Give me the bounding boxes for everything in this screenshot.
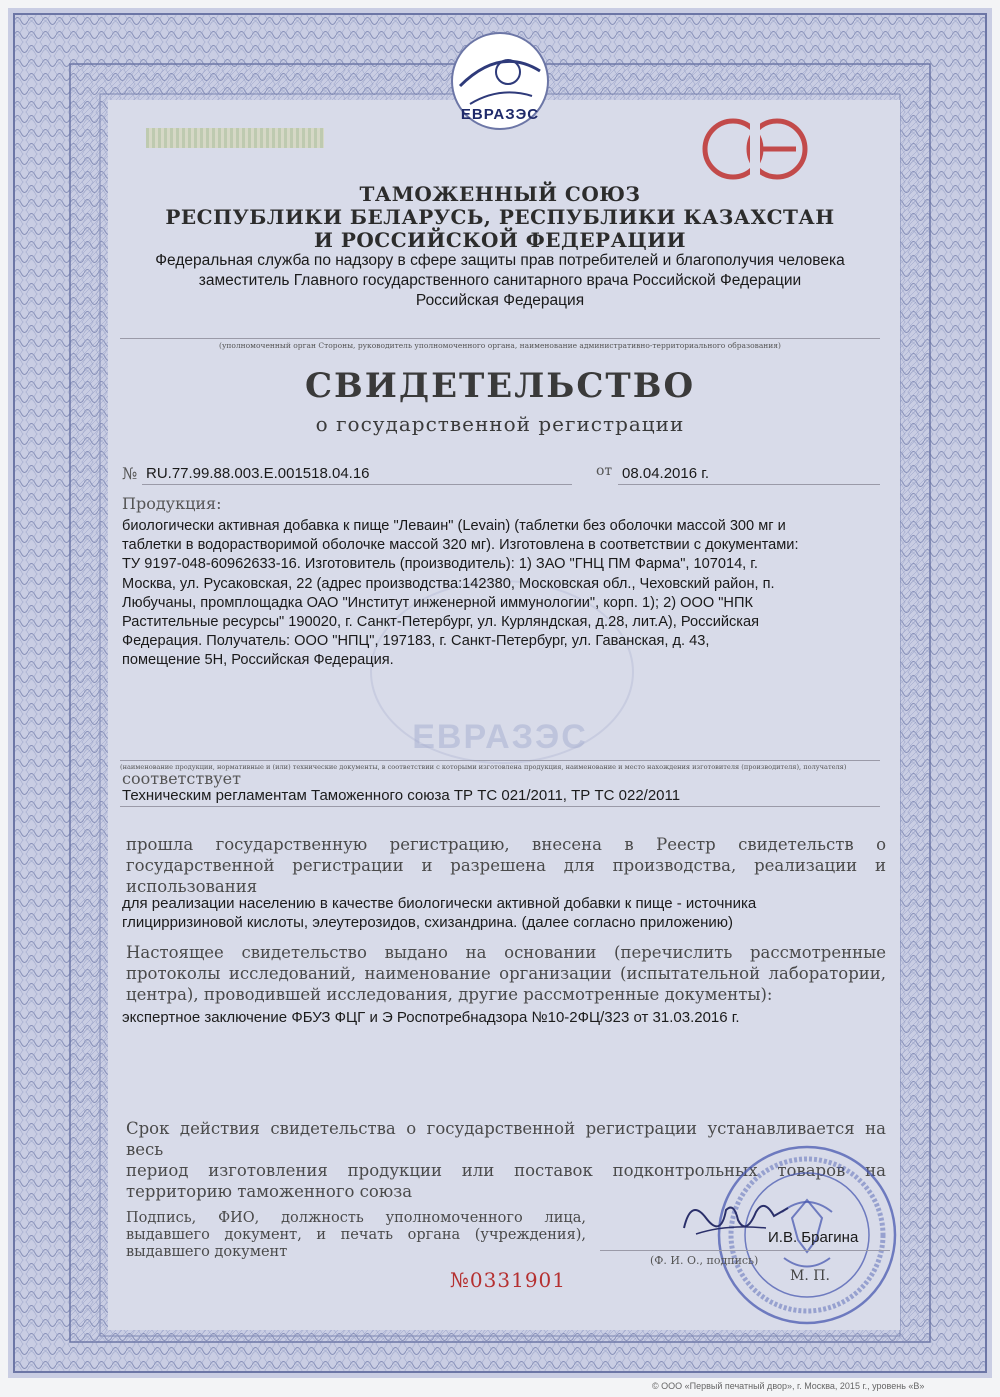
registration-number: RU.77.99.88.003.Е.001518.04.16 [146,465,370,482]
product-line: Москва, ул. Русаковская, 22 (адрес производства:142380, Московская обл., Чеховский район, п. [122,575,775,592]
registered-text [126,834,886,897]
signature-rule [600,1250,890,1251]
basis-value: экспертное заключение ФБУЗ ФЦГ и Э Роспотребнадзора №10-2ФЦ/323 от 31.03.2016 г. [122,1009,740,1026]
serial-number: №0331901 [450,1268,566,1292]
seal-place-label: М. П. [790,1268,830,1284]
basis-line: Настоящее свидетельство выдано на основании (перечислить рассмотренные [126,943,886,962]
product-line: Федерация. Получатель: ООО "НПЦ", 197183, г. Санкт-Петербург, ул. Гаванская, д. 43, [122,633,710,650]
header-line-1: ТАМОЖЕННЫЙ СОЮЗ [359,182,641,206]
validity-line: период изготовления продукции или поставок подконтрольных товаров на [126,1161,886,1180]
registered-line: использования [126,877,258,896]
product-line: Любучаны, промплощадка ОАО "Институт инженерной иммунологии", корп. 1); 2) ООО "НПК [122,594,753,611]
eurasec-logo-icon [430,26,570,146]
product-line: биологически активная добавка к пище "Леваин" (Levain) (таблетки без оболочки массой 300 мг и [122,518,786,534]
authority-rule [120,338,880,339]
printer-imprint: © ООО «Первый печатный двор», г. Москва, 2015 г., уровень «В» [652,1381,925,1391]
signature-caption: (Ф. И. О., подпись) [650,1254,759,1267]
basis-text [126,942,886,1005]
product-line: таблетки в водорастворимой оболочке массой 320 мг). Изготовлена в соответствии с документами: [122,537,799,554]
eurasec-logo [430,26,570,146]
header-line-2: РЕСПУБЛИКИ БЕЛАРУСЬ, РЕСПУБЛИКИ КАЗАХСТАН [165,205,835,229]
product-line: ТУ 9197-048-60962633-16. Изготовитель (производитель): 1) ЗАО "ГНЦ ПМ Фарма", 107014, г. [122,556,758,573]
product-line: Растительные ресурсы" 190020, г. Санкт-Петербург, ул. Курляндская, д.28, лит.А), Российская [122,614,760,631]
date-rule [618,484,880,485]
registered-line: государственной регистрации и разрешена для производства, реализации и [126,856,886,875]
authority-line-3: Российская Федерация [415,292,585,309]
basis-line: центра), проводившей исследования, другие рассмотренные документы): [126,985,773,1004]
date-label: от [596,463,613,479]
signature-line: Подпись, ФИО, должность уполномоченного лица, [126,1210,586,1226]
product-line: помещение 5Н, Российская Федерация. [122,652,394,669]
signatory-name: И.В. Брагина [768,1229,859,1246]
authority-caption: (уполномоченный орган Стороны, руководитель уполномоченного органа, наименование административно-территориального образования) [219,341,781,350]
conformity-mark-icon [700,116,810,182]
header-line-3: И РОССИЙСКОЙ ФЕДЕРАЦИИ [313,228,687,252]
authority-line-1: Федеральная служба по надзору в сфере защиты прав потребителей и благополучия человека [155,252,845,269]
validity-line: территорию таможенного союза [126,1182,413,1201]
registered-line: прошла государственную регистрацию, внесена в Реестр свидетельств о [126,835,886,854]
registration-date: 08.04.2016 г. [622,465,710,482]
basis-line: протоколы исследований, наименование организации (испытательной лаборатории, [126,964,886,983]
logo-text: ЕВРАЗЭС [460,106,540,123]
document-title: СВИДЕТЕЛЬСТВО [304,366,696,406]
conforms-label: соответствует [122,769,241,788]
signature-line: выдавшего документ, и печать органа (учреждения), [126,1227,586,1243]
conforms-value: Техническим регламентам Таможенного союза ТР ТС 021/2011, ТР ТС 022/2011 [122,787,681,804]
document-subtitle: о государственной регистрации [315,412,685,436]
authority-line-2: заместитель Главного государственного санитарного врача Российской Федерации [198,272,802,289]
product-caption: (наименование продукции, нормативные и (или) технические документы, в соответствии с которыми изготовлена продукция, наименование и место нахождения изготовителя (производителя), получателя) [120,763,847,771]
number-label: № [122,464,138,483]
conforms-rule [120,806,880,807]
validity-line: Срок действия свидетельства о государственной регистрации устанавливается на весь [126,1119,886,1159]
product-rule [120,760,880,761]
number-rule [142,484,572,485]
product-description [122,517,892,671]
product-label: Продукция: [122,494,222,513]
registered-value-1: для реализации населению в качестве биологически активной добавки к пище - источника [122,895,757,912]
registered-value-2: глицирризиновой кислоты, элеутерозидов, схизандрина. (далее согласно приложению) [122,914,733,931]
hologram-strip [146,128,324,148]
signature-line: выдавшего документ [126,1244,288,1260]
signature-text [126,1210,586,1261]
watermark-text: ЕВРАЗЭС [412,718,588,756]
